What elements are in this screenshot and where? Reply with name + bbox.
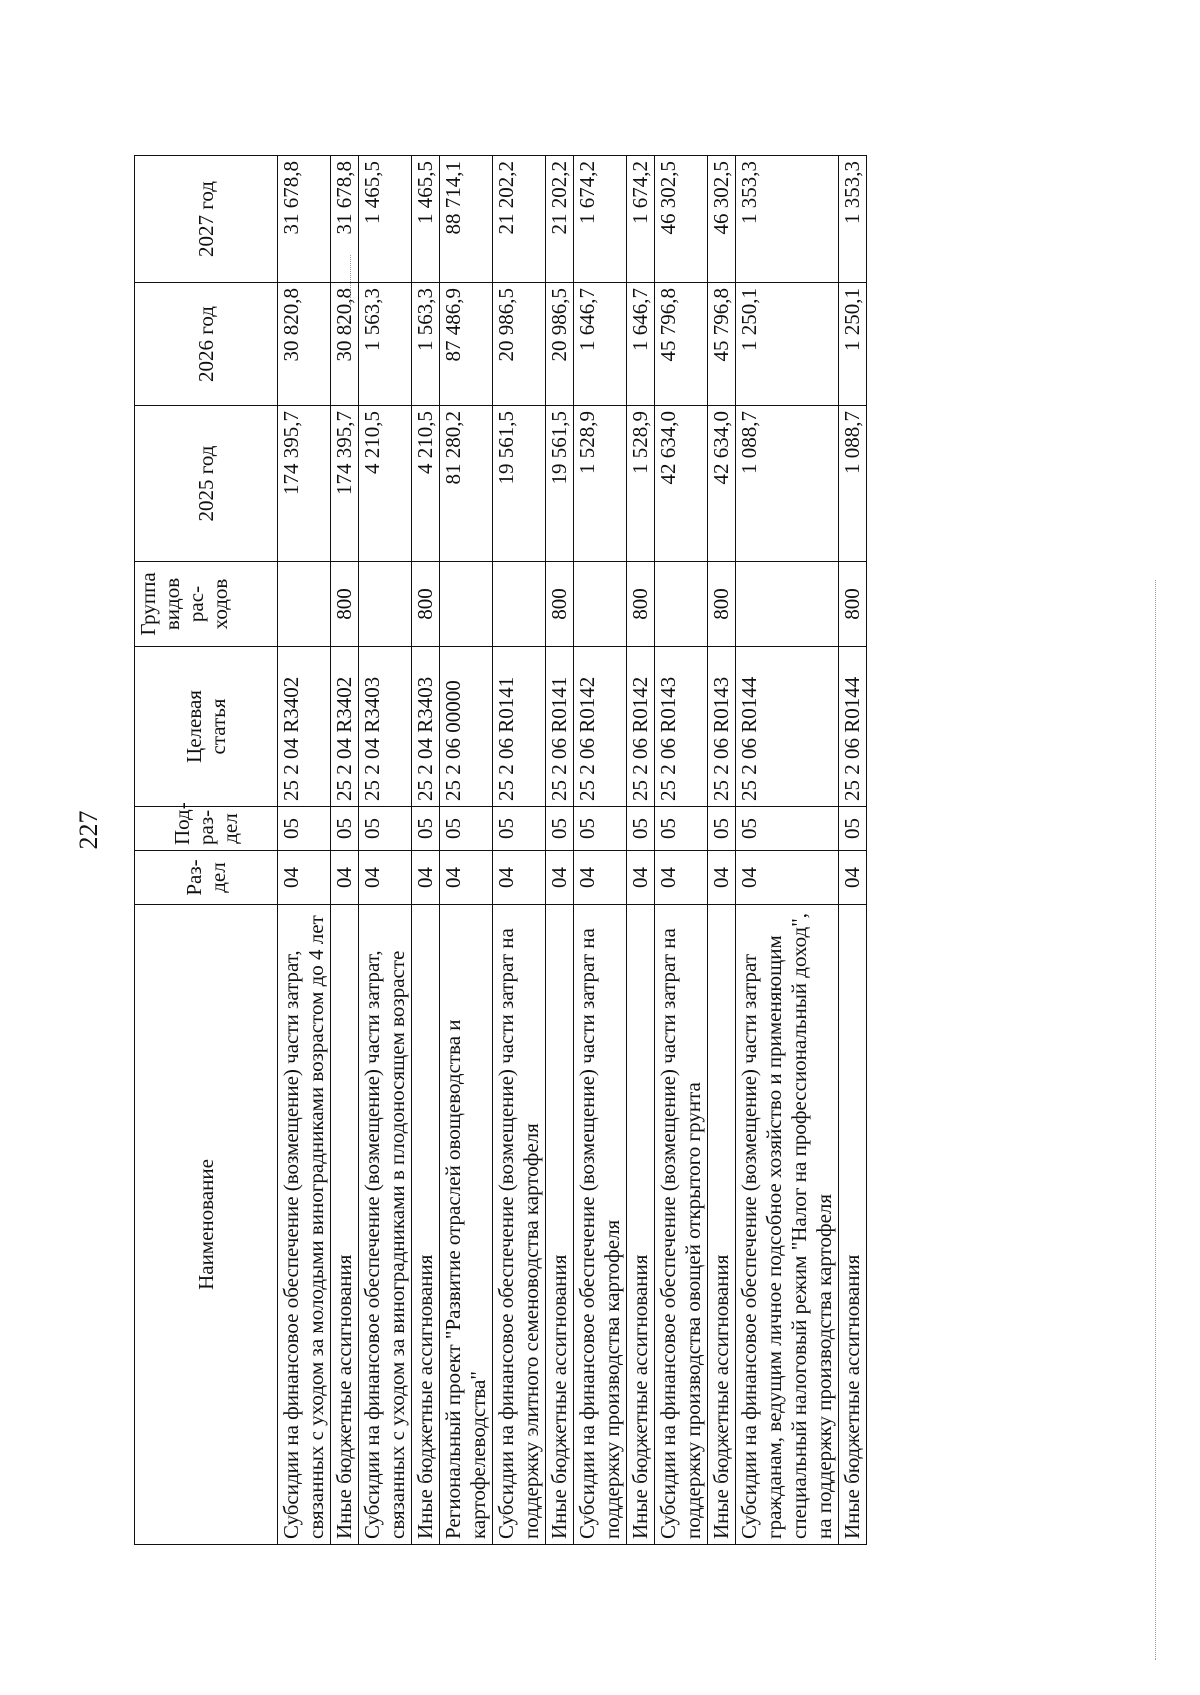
cell-2026: 1 646,7 (627, 283, 655, 406)
cell-2026: 1 646,7 (574, 283, 627, 406)
header-group: Группа видов рас- ходов (135, 562, 278, 647)
page-number: 227 (74, 810, 103, 850)
cell-target: 25 2 04 R3402 (278, 647, 331, 807)
header-subsection: Под- раз- дел (135, 807, 278, 851)
table-row (574, 156, 627, 1545)
cell-2025: 1 528,9 (574, 406, 627, 562)
cell-2027: 21 202,2 (493, 156, 546, 283)
cell-group (440, 562, 493, 647)
cell-target: 25 2 06 R0143 (655, 647, 708, 807)
cell-target: 25 2 06 R0144 (736, 647, 839, 807)
header-section: Раз- дел (135, 851, 278, 905)
cell-subsection: 05 (278, 807, 331, 851)
cell-section: 04 (736, 851, 839, 905)
cell-2025: 174 395,7 (331, 406, 359, 562)
cell-subsection: 05 (546, 807, 574, 851)
cell-2026: 20 986,5 (546, 283, 574, 406)
cell-target: 25 2 04 R3403 (359, 647, 412, 807)
cell-2027: 88 714,1 (440, 156, 493, 283)
cell-2025: 4 210,5 (359, 406, 412, 562)
cell-group: 800 (331, 562, 359, 647)
header-name: Наименование (135, 905, 278, 1545)
cell-target: 25 2 06 R0141 (546, 647, 574, 807)
cell-section: 04 (546, 851, 574, 905)
cell-target: 25 2 04 R3402 (331, 647, 359, 807)
table-row (736, 156, 839, 1545)
cell-group (359, 562, 412, 647)
cell-target: 25 2 06 00000 (440, 647, 493, 807)
cell-section: 04 (627, 851, 655, 905)
cell-target: 25 2 06 R0142 (627, 647, 655, 807)
scan-artifact-line (1155, 580, 1156, 1660)
cell-2027: 1 465,5 (359, 156, 412, 283)
cell-2027: 46 302,5 (655, 156, 708, 283)
header-2027: 2027 год (135, 156, 278, 283)
cell-section: 04 (493, 851, 546, 905)
cell-2027: 1 674,2 (627, 156, 655, 283)
cell-section: 04 (708, 851, 736, 905)
cell-section: 04 (331, 851, 359, 905)
cell-2025: 19 561,5 (546, 406, 574, 562)
cell-group (574, 562, 627, 647)
cell-2025: 174 395,7 (278, 406, 331, 562)
table-body (278, 156, 867, 1545)
table-row (278, 156, 331, 1545)
cell-section: 04 (412, 851, 440, 905)
cell-name: Иные бюджетные ассигнования (627, 905, 655, 1545)
cell-2025: 1 088,7 (839, 406, 867, 562)
cell-group (736, 562, 839, 647)
table-row (493, 156, 546, 1545)
cell-2025: 81 280,2 (440, 406, 493, 562)
cell-name: Субсидии на финансовое обеспечение (возмещение) части затрат на поддержку элитного семеноводства картофеля (493, 905, 546, 1545)
cell-2027: 21 202,2 (546, 156, 574, 283)
cell-name: Региональный проект "Развитие отраслей овощеводства и картофелеводства" (440, 905, 493, 1545)
cell-name: Иные бюджетные ассигнования (331, 905, 359, 1545)
cell-subsection: 05 (359, 807, 412, 851)
cell-name: Субсидии на финансовое обеспечение (возмещение) части затрат гражданам, ведущим личное подсобное хозяйство и применяющим специальный налоговый режим "Налог на профессиональный доход", на поддержку производства картофеля (736, 905, 839, 1545)
cell-subsection: 05 (627, 807, 655, 851)
cell-section: 04 (278, 851, 331, 905)
cell-group: 800 (627, 562, 655, 647)
cell-section: 04 (440, 851, 493, 905)
cell-2026: 1 563,3 (359, 283, 412, 406)
header-2026: 2026 год (135, 283, 278, 406)
cell-target: 25 2 04 R3403 (412, 647, 440, 807)
cell-name: Иные бюджетные ассигнования (839, 905, 867, 1545)
cell-2026: 45 796,8 (708, 283, 736, 406)
cell-section: 04 (839, 851, 867, 905)
table-row (331, 156, 359, 1545)
cell-2027: 31 678,8 (278, 156, 331, 283)
table-row (655, 156, 708, 1545)
cell-name: Субсидии на финансовое обеспечение (возмещение) части затрат на поддержку производства овощей открытого грунта (655, 905, 708, 1545)
cell-name: Иные бюджетные ассигнования (412, 905, 440, 1545)
cell-2026: 87 486,9 (440, 283, 493, 406)
cell-target: 25 2 06 R0141 (493, 647, 546, 807)
cell-2027: 31 678,8 (331, 156, 359, 283)
table-row (412, 156, 440, 1545)
cell-2025: 1 088,7 (736, 406, 839, 562)
cell-2026: 30 820,8 (278, 283, 331, 406)
cell-group: 800 (546, 562, 574, 647)
table-row (627, 156, 655, 1545)
cell-2026: 30 820,8 (331, 283, 359, 406)
cell-2027: 1 465,5 (412, 156, 440, 283)
table-row (546, 156, 574, 1545)
cell-subsection: 05 (440, 807, 493, 851)
cell-group: 800 (839, 562, 867, 647)
cell-subsection: 05 (574, 807, 627, 851)
cell-2025: 4 210,5 (412, 406, 440, 562)
table-row (839, 156, 867, 1545)
scan-artifact-line (350, 255, 351, 305)
cell-subsection: 05 (839, 807, 867, 851)
cell-2026: 20 986,5 (493, 283, 546, 406)
cell-2027: 1 353,3 (736, 156, 839, 283)
cell-name: Субсидии на финансовое обеспечение (возмещение) части затрат, связанных с уходом за виноградниками в плодоносящем возрасте (359, 905, 412, 1545)
cell-name: Субсидии на финансовое обеспечение (возмещение) части затрат на поддержку производства картофеля (574, 905, 627, 1545)
cell-target: 25 2 06 R0144 (839, 647, 867, 807)
table-header-row (135, 156, 278, 1545)
cell-name: Субсидии на финансовое обеспечение (возмещение) части затрат, связанных с уходом за молодыми виноградниками возрастом до 4 лет (278, 905, 331, 1545)
cell-group: 800 (412, 562, 440, 647)
table-row (359, 156, 412, 1545)
cell-target: 25 2 06 R0142 (574, 647, 627, 807)
table-row (708, 156, 736, 1545)
cell-subsection: 05 (708, 807, 736, 851)
cell-2025: 19 561,5 (493, 406, 546, 562)
budget-table (134, 155, 867, 1545)
table-row (440, 156, 493, 1545)
cell-section: 04 (574, 851, 627, 905)
cell-group: 800 (708, 562, 736, 647)
cell-2025: 42 634,0 (655, 406, 708, 562)
cell-2025: 42 634,0 (708, 406, 736, 562)
cell-2027: 1 674,2 (574, 156, 627, 283)
cell-section: 04 (655, 851, 708, 905)
cell-subsection: 05 (412, 807, 440, 851)
cell-name: Иные бюджетные ассигнования (546, 905, 574, 1545)
cell-subsection: 05 (736, 807, 839, 851)
cell-subsection: 05 (331, 807, 359, 851)
header-target: Целевая статья (135, 647, 278, 807)
cell-2026: 1 563,3 (412, 283, 440, 406)
cell-group (493, 562, 546, 647)
cell-group (655, 562, 708, 647)
cell-2026: 45 796,8 (655, 283, 708, 406)
cell-section: 04 (359, 851, 412, 905)
cell-2026: 1 250,1 (736, 283, 839, 406)
cell-2025: 1 528,9 (627, 406, 655, 562)
header-2025: 2025 год (135, 406, 278, 562)
cell-2026: 1 250,1 (839, 283, 867, 406)
cell-group (278, 562, 331, 647)
cell-2027: 1 353,3 (839, 156, 867, 283)
cell-subsection: 05 (493, 807, 546, 851)
cell-subsection: 05 (655, 807, 708, 851)
cell-target: 25 2 06 R0143 (708, 647, 736, 807)
cell-2027: 46 302,5 (708, 156, 736, 283)
cell-name: Иные бюджетные ассигнования (708, 905, 736, 1545)
